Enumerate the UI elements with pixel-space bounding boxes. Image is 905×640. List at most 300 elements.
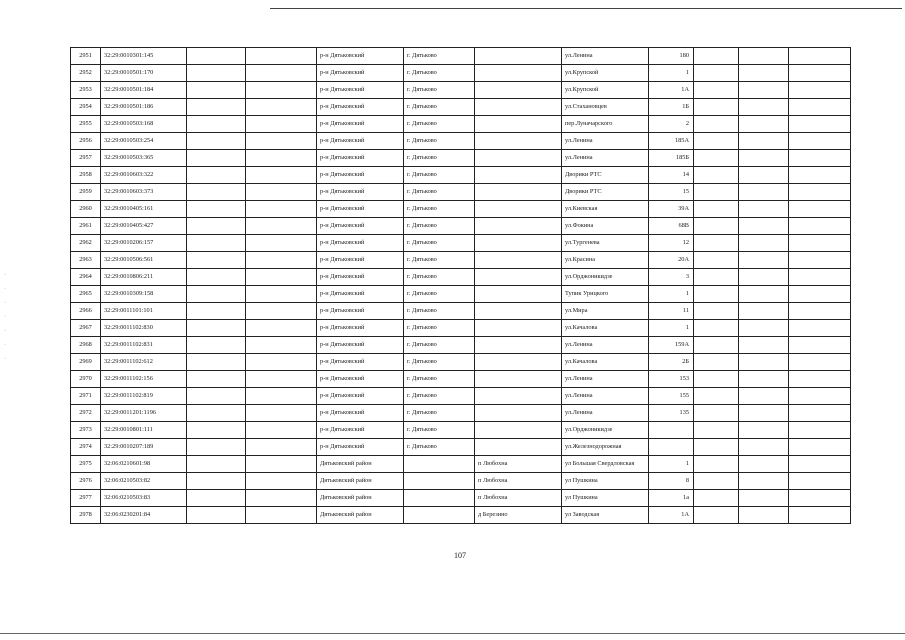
- district-cell: р-н Дятьковский: [317, 201, 404, 218]
- empty-cell: [246, 422, 317, 439]
- empty-cell: [246, 354, 317, 371]
- street-cell: ул.Мира: [562, 303, 649, 320]
- table-row: [71, 184, 851, 201]
- empty-cell: [187, 371, 246, 388]
- table-row: [71, 116, 851, 133]
- empty-cell: [187, 48, 246, 65]
- city-cell: г. Дятьково: [404, 65, 475, 82]
- house-number: 8: [649, 473, 694, 490]
- empty-cell: [739, 388, 789, 405]
- village-cell: п Любохна: [475, 456, 562, 473]
- empty-cell: [187, 65, 246, 82]
- empty-cell: [694, 48, 739, 65]
- cadastral-number: 32:06:0210503:82: [101, 473, 187, 490]
- empty-cell: [187, 439, 246, 456]
- house-number: 1а: [649, 490, 694, 507]
- city-cell: г. Дятьково: [404, 269, 475, 286]
- cadastral-number: 32:29:0010207:189: [101, 439, 187, 456]
- cadastral-number: 32:29:0011102:831: [101, 337, 187, 354]
- empty-cell: [739, 65, 789, 82]
- district-cell: р-н Дятьковский: [317, 286, 404, 303]
- street-cell: ул.Ленина: [562, 48, 649, 65]
- house-number: 135: [649, 405, 694, 422]
- cadastral-number: 32:29:0010806:211: [101, 269, 187, 286]
- empty-cell: [694, 150, 739, 167]
- village-cell: [475, 201, 562, 218]
- row-number: 2972: [71, 405, 101, 422]
- margin-scan-marks: · · · · · · ·: [4, 272, 6, 362]
- district-cell: р-н Дятьковский: [317, 252, 404, 269]
- empty-cell: [739, 252, 789, 269]
- city-cell: г. Дятьково: [404, 133, 475, 150]
- empty-cell: [739, 473, 789, 490]
- district-cell: р-н Дятьковский: [317, 184, 404, 201]
- table-row: [71, 354, 851, 371]
- row-number: 2956: [71, 133, 101, 150]
- district-cell: р-н Дятьковский: [317, 99, 404, 116]
- village-cell: [475, 184, 562, 201]
- house-number: 1: [649, 286, 694, 303]
- empty-cell: [789, 320, 851, 337]
- cadastral-number: 32:29:0010603:373: [101, 184, 187, 201]
- empty-cell: [187, 167, 246, 184]
- empty-cell: [789, 65, 851, 82]
- cadastral-number: 32:29:0010801:111: [101, 422, 187, 439]
- row-number: 2970: [71, 371, 101, 388]
- street-cell: ул.Железнодорожная: [562, 439, 649, 456]
- empty-cell: [789, 269, 851, 286]
- table-body: [71, 48, 851, 524]
- table-row: [71, 218, 851, 235]
- street-cell: ул.Красина: [562, 252, 649, 269]
- row-number: 2961: [71, 218, 101, 235]
- cadastral-number: 32:29:0011102:612: [101, 354, 187, 371]
- district-cell: р-н Дятьковский: [317, 320, 404, 337]
- district-cell: р-н Дятьковский: [317, 303, 404, 320]
- empty-cell: [739, 150, 789, 167]
- empty-cell: [789, 133, 851, 150]
- empty-cell: [694, 490, 739, 507]
- empty-cell: [694, 456, 739, 473]
- row-number: 2966: [71, 303, 101, 320]
- row-number: 2976: [71, 473, 101, 490]
- city-cell: [404, 490, 475, 507]
- street-cell: Дворики РТС: [562, 184, 649, 201]
- empty-cell: [789, 456, 851, 473]
- house-number: 1А: [649, 82, 694, 99]
- table-row: [71, 490, 851, 507]
- row-number: 2962: [71, 235, 101, 252]
- row-number: 2968: [71, 337, 101, 354]
- empty-cell: [694, 405, 739, 422]
- city-cell: г. Дятьково: [404, 405, 475, 422]
- cadastral-number: 32:06:0230201:84: [101, 507, 187, 524]
- table-row: [71, 422, 851, 439]
- empty-cell: [246, 65, 317, 82]
- village-cell: [475, 422, 562, 439]
- city-cell: г. Дятьково: [404, 167, 475, 184]
- street-cell: ул.Ленина: [562, 133, 649, 150]
- empty-cell: [739, 116, 789, 133]
- row-number: 2965: [71, 286, 101, 303]
- village-cell: [475, 150, 562, 167]
- street-cell: ул.Ленина: [562, 337, 649, 354]
- table-row: [71, 371, 851, 388]
- house-number: 180: [649, 48, 694, 65]
- city-cell: г. Дятьково: [404, 439, 475, 456]
- city-cell: г. Дятьково: [404, 116, 475, 133]
- empty-cell: [739, 82, 789, 99]
- village-cell: [475, 235, 562, 252]
- district-cell: р-н Дятьковский: [317, 354, 404, 371]
- empty-cell: [789, 82, 851, 99]
- empty-cell: [246, 201, 317, 218]
- table-row: [71, 201, 851, 218]
- city-cell: г. Дятьково: [404, 354, 475, 371]
- village-cell: [475, 269, 562, 286]
- empty-cell: [789, 286, 851, 303]
- empty-cell: [246, 82, 317, 99]
- page-number: 107: [454, 551, 466, 560]
- village-cell: [475, 320, 562, 337]
- empty-cell: [246, 405, 317, 422]
- table-row: [71, 235, 851, 252]
- village-cell: [475, 48, 562, 65]
- district-cell: р-н Дятьковский: [317, 167, 404, 184]
- village-cell: [475, 65, 562, 82]
- street-cell: ул.Орджоникидзе: [562, 422, 649, 439]
- district-cell: Дятьковский район: [317, 507, 404, 524]
- row-number: 2971: [71, 388, 101, 405]
- city-cell: [404, 473, 475, 490]
- empty-cell: [246, 507, 317, 524]
- house-number: 12: [649, 235, 694, 252]
- empty-cell: [789, 252, 851, 269]
- empty-cell: [246, 184, 317, 201]
- row-number: 2953: [71, 82, 101, 99]
- district-cell: Дятьковский район: [317, 456, 404, 473]
- empty-cell: [246, 473, 317, 490]
- empty-cell: [694, 82, 739, 99]
- empty-cell: [694, 269, 739, 286]
- house-number: 2: [649, 116, 694, 133]
- empty-cell: [789, 116, 851, 133]
- city-cell: г. Дятьково: [404, 371, 475, 388]
- empty-cell: [694, 320, 739, 337]
- house-number: 1: [649, 65, 694, 82]
- empty-cell: [246, 252, 317, 269]
- city-cell: г. Дятьково: [404, 337, 475, 354]
- cadastral-number: 32:06:0210601:98: [101, 456, 187, 473]
- city-cell: г. Дятьково: [404, 303, 475, 320]
- street-cell: ул Заводская: [562, 507, 649, 524]
- street-cell: ул.Ленина: [562, 150, 649, 167]
- cadastral-number: 32:29:0010405:161: [101, 201, 187, 218]
- empty-cell: [739, 422, 789, 439]
- street-cell: ул.Ленина: [562, 388, 649, 405]
- empty-cell: [789, 184, 851, 201]
- empty-cell: [246, 456, 317, 473]
- empty-cell: [789, 371, 851, 388]
- empty-cell: [694, 116, 739, 133]
- house-number: 185Б: [649, 150, 694, 167]
- house-number: 68В: [649, 218, 694, 235]
- row-number: 2954: [71, 99, 101, 116]
- row-number: 2967: [71, 320, 101, 337]
- table-row: [71, 507, 851, 524]
- empty-cell: [187, 218, 246, 235]
- street-cell: ул.Крупской: [562, 65, 649, 82]
- row-number: 2974: [71, 439, 101, 456]
- district-cell: р-н Дятьковский: [317, 388, 404, 405]
- empty-cell: [789, 405, 851, 422]
- empty-cell: [246, 48, 317, 65]
- cadastral-number: 32:29:0010503:254: [101, 133, 187, 150]
- cadastral-number: 32:29:0010501:170: [101, 65, 187, 82]
- empty-cell: [694, 303, 739, 320]
- street-cell: ул Большая Свердловская: [562, 456, 649, 473]
- empty-cell: [246, 167, 317, 184]
- street-cell: ул Пушкина: [562, 490, 649, 507]
- empty-cell: [789, 48, 851, 65]
- row-number: 2969: [71, 354, 101, 371]
- empty-cell: [694, 388, 739, 405]
- empty-cell: [246, 235, 317, 252]
- empty-cell: [187, 490, 246, 507]
- row-number: 2973: [71, 422, 101, 439]
- village-cell: [475, 218, 562, 235]
- empty-cell: [789, 422, 851, 439]
- district-cell: р-н Дятьковский: [317, 405, 404, 422]
- empty-cell: [739, 48, 789, 65]
- empty-cell: [694, 65, 739, 82]
- empty-cell: [789, 439, 851, 456]
- city-cell: г. Дятьково: [404, 422, 475, 439]
- district-cell: Дятьковский район: [317, 490, 404, 507]
- village-cell: п Любохна: [475, 473, 562, 490]
- cadastral-number: 32:29:0010506:561: [101, 252, 187, 269]
- street-cell: ул.Ленина: [562, 371, 649, 388]
- empty-cell: [739, 167, 789, 184]
- house-number: 1: [649, 456, 694, 473]
- village-cell: [475, 303, 562, 320]
- empty-cell: [246, 337, 317, 354]
- empty-cell: [246, 286, 317, 303]
- house-number: 1А: [649, 507, 694, 524]
- row-number: 2978: [71, 507, 101, 524]
- empty-cell: [789, 507, 851, 524]
- empty-cell: [739, 354, 789, 371]
- empty-cell: [789, 388, 851, 405]
- empty-cell: [694, 354, 739, 371]
- empty-cell: [789, 167, 851, 184]
- table-row: [71, 167, 851, 184]
- table-row: [71, 252, 851, 269]
- cadastral-number: 32:29:0010501:186: [101, 99, 187, 116]
- village-cell: [475, 354, 562, 371]
- empty-cell: [246, 269, 317, 286]
- city-cell: г. Дятьково: [404, 252, 475, 269]
- empty-cell: [694, 133, 739, 150]
- table-row: [71, 388, 851, 405]
- row-number: 2955: [71, 116, 101, 133]
- row-number: 2960: [71, 201, 101, 218]
- empty-cell: [187, 456, 246, 473]
- cadastral-number: 32:29:0011102:830: [101, 320, 187, 337]
- empty-cell: [739, 490, 789, 507]
- table-row: [71, 269, 851, 286]
- village-cell: [475, 286, 562, 303]
- cadastral-number: 32:29:0010503:168: [101, 116, 187, 133]
- cadastral-number: 32:29:0010501:184: [101, 82, 187, 99]
- empty-cell: [187, 405, 246, 422]
- row-number: 2959: [71, 184, 101, 201]
- district-cell: р-н Дятьковский: [317, 422, 404, 439]
- row-number: 2952: [71, 65, 101, 82]
- table-row: [71, 473, 851, 490]
- district-cell: р-н Дятьковский: [317, 337, 404, 354]
- empty-cell: [694, 286, 739, 303]
- empty-cell: [187, 269, 246, 286]
- empty-cell: [739, 439, 789, 456]
- district-cell: р-н Дятьковский: [317, 150, 404, 167]
- table-row: [71, 286, 851, 303]
- empty-cell: [694, 184, 739, 201]
- cadastral-number: 32:29:0010405:427: [101, 218, 187, 235]
- house-number: 3: [649, 269, 694, 286]
- street-cell: ул.Крупской: [562, 82, 649, 99]
- district-cell: р-н Дятьковский: [317, 218, 404, 235]
- village-cell: д Березино: [475, 507, 562, 524]
- empty-cell: [187, 473, 246, 490]
- city-cell: г. Дятьково: [404, 235, 475, 252]
- empty-cell: [187, 201, 246, 218]
- empty-cell: [187, 303, 246, 320]
- city-cell: г. Дятьково: [404, 184, 475, 201]
- house-number: 20А: [649, 252, 694, 269]
- house-number: [649, 422, 694, 439]
- empty-cell: [694, 507, 739, 524]
- empty-cell: [246, 439, 317, 456]
- village-cell: [475, 116, 562, 133]
- house-number: 159А: [649, 337, 694, 354]
- cadastral-number: 32:29:0010603:322: [101, 167, 187, 184]
- street-cell: ул.Тургенева: [562, 235, 649, 252]
- empty-cell: [739, 235, 789, 252]
- empty-cell: [187, 422, 246, 439]
- house-number: 185А: [649, 133, 694, 150]
- empty-cell: [246, 371, 317, 388]
- row-number: 2975: [71, 456, 101, 473]
- empty-cell: [739, 371, 789, 388]
- empty-cell: [739, 133, 789, 150]
- district-cell: р-н Дятьковский: [317, 133, 404, 150]
- row-number: 2977: [71, 490, 101, 507]
- empty-cell: [694, 473, 739, 490]
- empty-cell: [187, 320, 246, 337]
- empty-cell: [694, 371, 739, 388]
- empty-cell: [739, 286, 789, 303]
- empty-cell: [739, 269, 789, 286]
- table-row: [71, 99, 851, 116]
- row-number: 2951: [71, 48, 101, 65]
- table-row: [71, 405, 851, 422]
- empty-cell: [187, 507, 246, 524]
- empty-cell: [694, 439, 739, 456]
- district-cell: р-н Дятьковский: [317, 82, 404, 99]
- cadastral-number: 32:29:0010309:158: [101, 286, 187, 303]
- empty-cell: [789, 303, 851, 320]
- city-cell: [404, 456, 475, 473]
- empty-cell: [187, 116, 246, 133]
- cadastral-number: 32:06:0210503:83: [101, 490, 187, 507]
- empty-cell: [694, 337, 739, 354]
- table-row: [71, 303, 851, 320]
- street-cell: ул.Качалова: [562, 354, 649, 371]
- table-row: [71, 82, 851, 99]
- empty-cell: [789, 337, 851, 354]
- city-cell: г. Дятьково: [404, 48, 475, 65]
- village-cell: [475, 167, 562, 184]
- street-cell: ул.Киевская: [562, 201, 649, 218]
- empty-cell: [246, 99, 317, 116]
- empty-cell: [246, 218, 317, 235]
- empty-cell: [694, 99, 739, 116]
- street-cell: ул.Фокина: [562, 218, 649, 235]
- empty-cell: [739, 320, 789, 337]
- empty-cell: [789, 150, 851, 167]
- empty-cell: [187, 286, 246, 303]
- street-cell: Дворики РТС: [562, 167, 649, 184]
- empty-cell: [694, 167, 739, 184]
- district-cell: р-н Дятьковский: [317, 235, 404, 252]
- empty-cell: [789, 354, 851, 371]
- city-cell: г. Дятьково: [404, 82, 475, 99]
- table-row: [71, 439, 851, 456]
- empty-cell: [789, 218, 851, 235]
- empty-cell: [694, 201, 739, 218]
- table-row: [71, 48, 851, 65]
- empty-cell: [187, 133, 246, 150]
- empty-cell: [246, 150, 317, 167]
- village-cell: [475, 82, 562, 99]
- cadastral-number: 32:29:0010301:145: [101, 48, 187, 65]
- street-cell: ул Пушкина: [562, 473, 649, 490]
- village-cell: [475, 388, 562, 405]
- empty-cell: [246, 490, 317, 507]
- street-cell: ул.Ленина: [562, 405, 649, 422]
- row-number: 2964: [71, 269, 101, 286]
- city-cell: г. Дятьково: [404, 218, 475, 235]
- street-cell: пер.Луначарского: [562, 116, 649, 133]
- empty-cell: [789, 490, 851, 507]
- empty-cell: [789, 235, 851, 252]
- empty-cell: [187, 150, 246, 167]
- district-cell: р-н Дятьковский: [317, 48, 404, 65]
- street-cell: ул.Орджоникидзе: [562, 269, 649, 286]
- cadastral-number: 32:29:0010503:365: [101, 150, 187, 167]
- house-number: 1: [649, 320, 694, 337]
- empty-cell: [789, 99, 851, 116]
- village-cell: [475, 405, 562, 422]
- table-row: [71, 456, 851, 473]
- empty-cell: [694, 422, 739, 439]
- village-cell: [475, 371, 562, 388]
- empty-cell: [246, 388, 317, 405]
- city-cell: г. Дятьково: [404, 150, 475, 167]
- city-cell: г. Дятьково: [404, 201, 475, 218]
- village-cell: [475, 439, 562, 456]
